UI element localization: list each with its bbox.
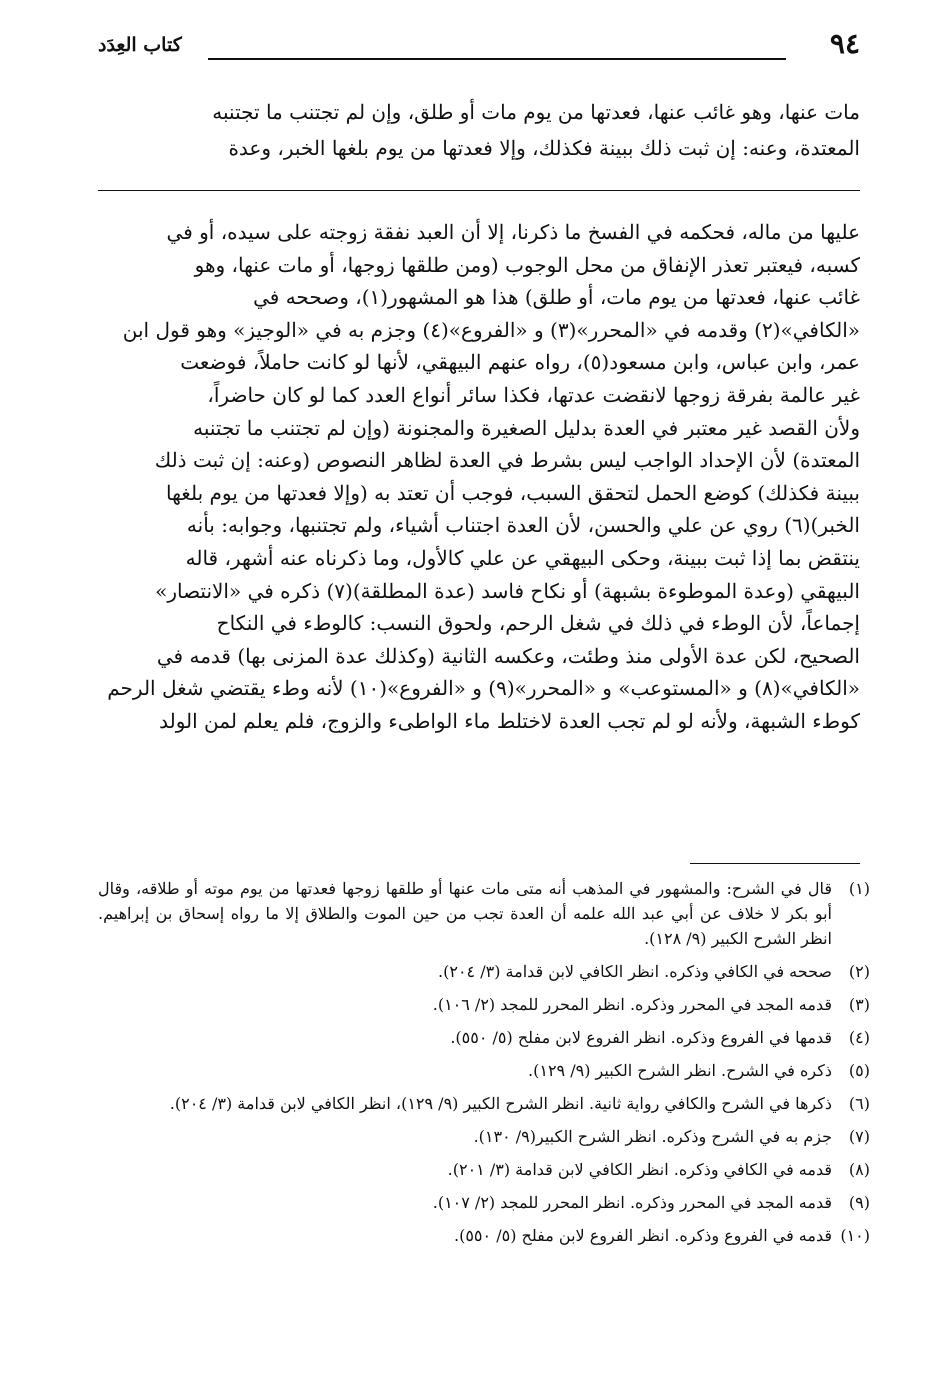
running-header: [98, 24, 860, 68]
sharh-line: ينتقض بما إذا ثبت ببينة، وحكى البيهقي عن علي كالأول، وما ذكرناه عنه أشهر، قاله: [185, 545, 860, 570]
matn-line: مات عنها، وهو غائب عنها، فعدتها من يوم مات أو طلق، وإن لم تجتنب ما تجتنبه: [212, 100, 860, 124]
footnote-text: قدمه في الكافي وذكره. انظر الكافي لابن قدامة (٣/ ٢٠١).: [447, 1160, 832, 1179]
page-number: ٩٤: [829, 27, 860, 60]
footnotes: [98, 876, 870, 1256]
sharh-text: [98, 216, 860, 738]
footnote-number: (٩): [848, 1193, 870, 1212]
footnote: [98, 1091, 870, 1116]
sharh-line: كسبه، فيعتبر تعذر الإنفاق من محل الوجوب (ومن طلقها زوجها، أو مات عنها، وهو: [194, 252, 860, 277]
footnote-text: قدمها في الفروع وذكره. انظر الفروع لابن مفلح (٥/ ٥٥٠).: [450, 1028, 832, 1047]
sharh-line: عليها من ماله، فحكمه في الفسخ ما ذكرنا، إلا أن العبد نفقة زوجته على سيده، أو في: [166, 220, 860, 244]
footnote: [98, 959, 870, 984]
footnote-text: قال في الشرح: والمشهور في المذهب أنه متى مات عنها أو طلقها زوجها فعدتها من يوم موته أو طلاقه، وقال أبو بكر لا خلاف عن أبي عبد الله علمه أن العدة تجب من حين الموت والطلاق إلا ما رواه إسحاق بن إبراهيم. انظر الشرح الكبير (٩/ ١٢٨).: [98, 879, 832, 948]
footnote-text: ذكره في الشرح. انظر الشرح الكبير (٩/ ١٢٩).: [528, 1061, 832, 1080]
footnote-number: (١٠): [840, 1226, 870, 1245]
footnote: [98, 1190, 870, 1215]
sharh-line: المعتدة) لأن الإحداد الواجب ليس بشرط في العدة لظاهر النصوص (وعنه: إن ثبت ذلك: [154, 448, 860, 473]
footnote-text: قدمه في الفروع وذكره. انظر الفروع لابن مفلح (٥/ ٥٥٠).: [454, 1226, 832, 1245]
footnote: [98, 1058, 870, 1083]
sharh-line: البيهقي (وعدة الموطوءة بشبهة) أو نكاح فاسد (عدة المطلقة)(٧) ذكره في «الانتصار»: [155, 578, 860, 603]
sharh-line: كوطء الشبهة، ولأنه لو لم تجب العدة لاختلط ماء الواطىء والزوج، فلم يعلم لمن الولد: [159, 708, 860, 733]
sharh-line: غير عالمة بفرقة زوجها لانقضت عدتها، فكذا سائر أنواع العدد كما لو كان حاضراً،: [207, 382, 860, 407]
footnote-text: صححه في الكافي وذكره. انظر الكافي لابن قدامة (٣/ ٢٠٤).: [438, 962, 832, 981]
matn-line: المعتدة، وعنه: إن ثبت ذلك ببينة فكذلك، وإلا فعدتها من يوم بلغها الخبر، وعدة: [228, 136, 860, 160]
footnote-number: (٢): [848, 962, 870, 981]
footnote-number: (٨): [848, 1160, 870, 1179]
matn-text: [98, 94, 860, 166]
footnote-number: (١): [848, 879, 870, 898]
footnote-text: قدمه المجد في المحرر وذكره. انظر المحرر للمجد (٢/ ١٠٦).: [432, 995, 832, 1014]
footnote-number: (٧): [848, 1127, 870, 1146]
footnote-separator: [690, 863, 860, 864]
header-rule: [208, 58, 786, 60]
footnote: [98, 876, 870, 951]
book-title: كتاب العِدَد: [98, 34, 182, 56]
sharh-line: «الكافي»(٢) وقدمه في «المحرر»(٣) و «الفروع»(٤) وجزم به في «الوجيز» وهو قول ابن: [122, 317, 860, 342]
sharh-line: إجماعاً، لأن الوطء في ذلك في شغل الرحم، ولحوق النسب: كالوطء في النكاح: [216, 611, 860, 636]
footnote-text: ذكرها في الشرح والكافي رواية ثانية. انظر الشرح الكبير (٩/ ١٢٩)، انظر الكافي لابن قدامة (٣/ ٢٠٤).: [169, 1094, 832, 1113]
sharh-line: «الكافي»(٨) و «المستوعب» و «المحرر»(٩) و «الفروع»(١٠) لأنه وطء يقتضي شغل الرحم: [107, 676, 860, 701]
footnote-text: قدمه المجد في المحرر وذكره. انظر المحرر للمجد (٢/ ١٠٧).: [432, 1193, 832, 1212]
sharh-line: ولأن القصد غير معتبر في العدة بدليل الصغيرة والمجنونة (وإن لم تجتنب ما تجتنبه: [193, 415, 860, 440]
footnote: [98, 1124, 870, 1149]
sharh-line: عمر، وابن عباس، وابن مسعود(٥)، رواه عنهم البيهقي، لأنها لو كانت حاملاً، فوضعت: [180, 350, 860, 375]
footnote-number: (٦): [848, 1094, 870, 1113]
matn-separator: [98, 190, 860, 191]
footnote: [98, 1025, 870, 1050]
footnote-number: (٤): [848, 1028, 870, 1047]
footnote: [98, 1157, 870, 1182]
sharh-line: غائب عنها، فعدتها من يوم مات، أو طلق) هذا هو المشهور(١)، وصححه في: [253, 285, 860, 310]
footnote-number: (٥): [848, 1061, 870, 1080]
footnote: [98, 992, 870, 1017]
footnote-text: جزم به في الشرح وذكره. انظر الشرح الكبير(٩/ ١٣٠).: [473, 1127, 832, 1146]
footnote: [98, 1223, 870, 1248]
sharh-line: ببينة فكذلك) كوضع الحمل لتحقق السبب، فوجب أن تعتد به (وإلا فعدتها من يوم بلغها: [165, 480, 860, 505]
footnote-number: (٣): [848, 995, 870, 1014]
sharh-line: الخبر)(٦) روي عن علي والحسن، لأن العدة اجتناب أشياء، ولم تجتنبها، وجوابه: بأنه: [186, 513, 860, 538]
sharh-line: الصحيح، لكن عدة الأولى منذ وطئت، وعكسه الثانية (وكذلك عدة المزنى بها) قدمه في: [156, 643, 860, 668]
